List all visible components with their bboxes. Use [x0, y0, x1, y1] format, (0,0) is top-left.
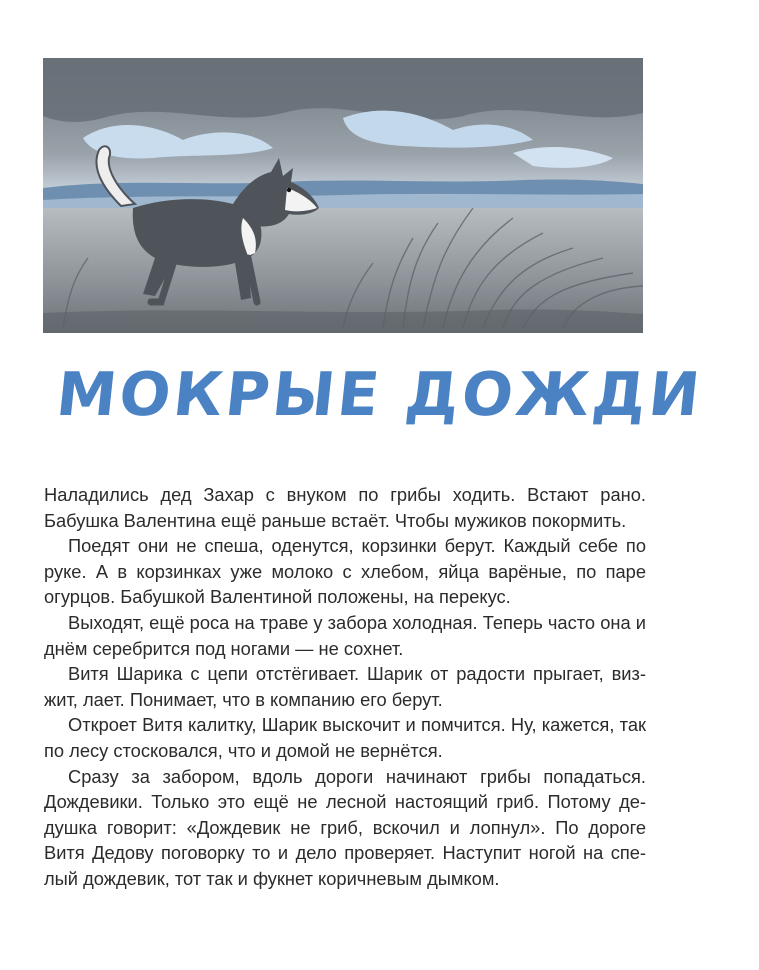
story-text — [44, 482, 646, 892]
page-title: МОКРЫЕ ДОЖДИ — [53, 360, 706, 430]
story-paragraph: Поедят они не спеша, оденутся, корзинки берут. Каждый себе по руке. А в корзинках уже молоко с хлебом, яйца варёные, по паре огурцов. Бабушкой Валентиной положены, на перекус. — [44, 535, 646, 608]
story-paragraph: Витя Шарика с цепи отстёгивает. Шарик от радости прыгает, визжит, лает. Понимает, что в компанию его берут. — [44, 663, 646, 710]
dog-in-field-illustration — [43, 58, 643, 333]
dog-running-in-field-illustration — [43, 58, 643, 333]
story-paragraph: Наладились дед Захар с внуком по грибы ходить. Встают рано. Бабушка Валентина ещё раньше встаёт. Чтобы мужиков покормить. — [44, 484, 646, 531]
story-paragraph: Откроет Витя калитку, Шарик выскочит и помчится. Ну, кажется, так по лесу стосковался, что и домой не вернётся. — [44, 714, 646, 761]
story-paragraph: Выходят, ещё роса на траве у забора холодная. Теперь часто она и днём серебрится под ногами — не сохнет. — [44, 611, 646, 659]
story-paragraph: Сразу за забором, вдоль дороги начинают грибы попадаться. Дождевики. Только это ещё не лесной настоящий гриб. Потому дедушка говорит: «Дождевик не гриб, вскочил и лопнул». По дороге Витя Дедову поговорку то и дело проверяет. Наступит ногой на спелый дождевик, тот так и фукнет коричневым дымком. — [44, 765, 646, 889]
